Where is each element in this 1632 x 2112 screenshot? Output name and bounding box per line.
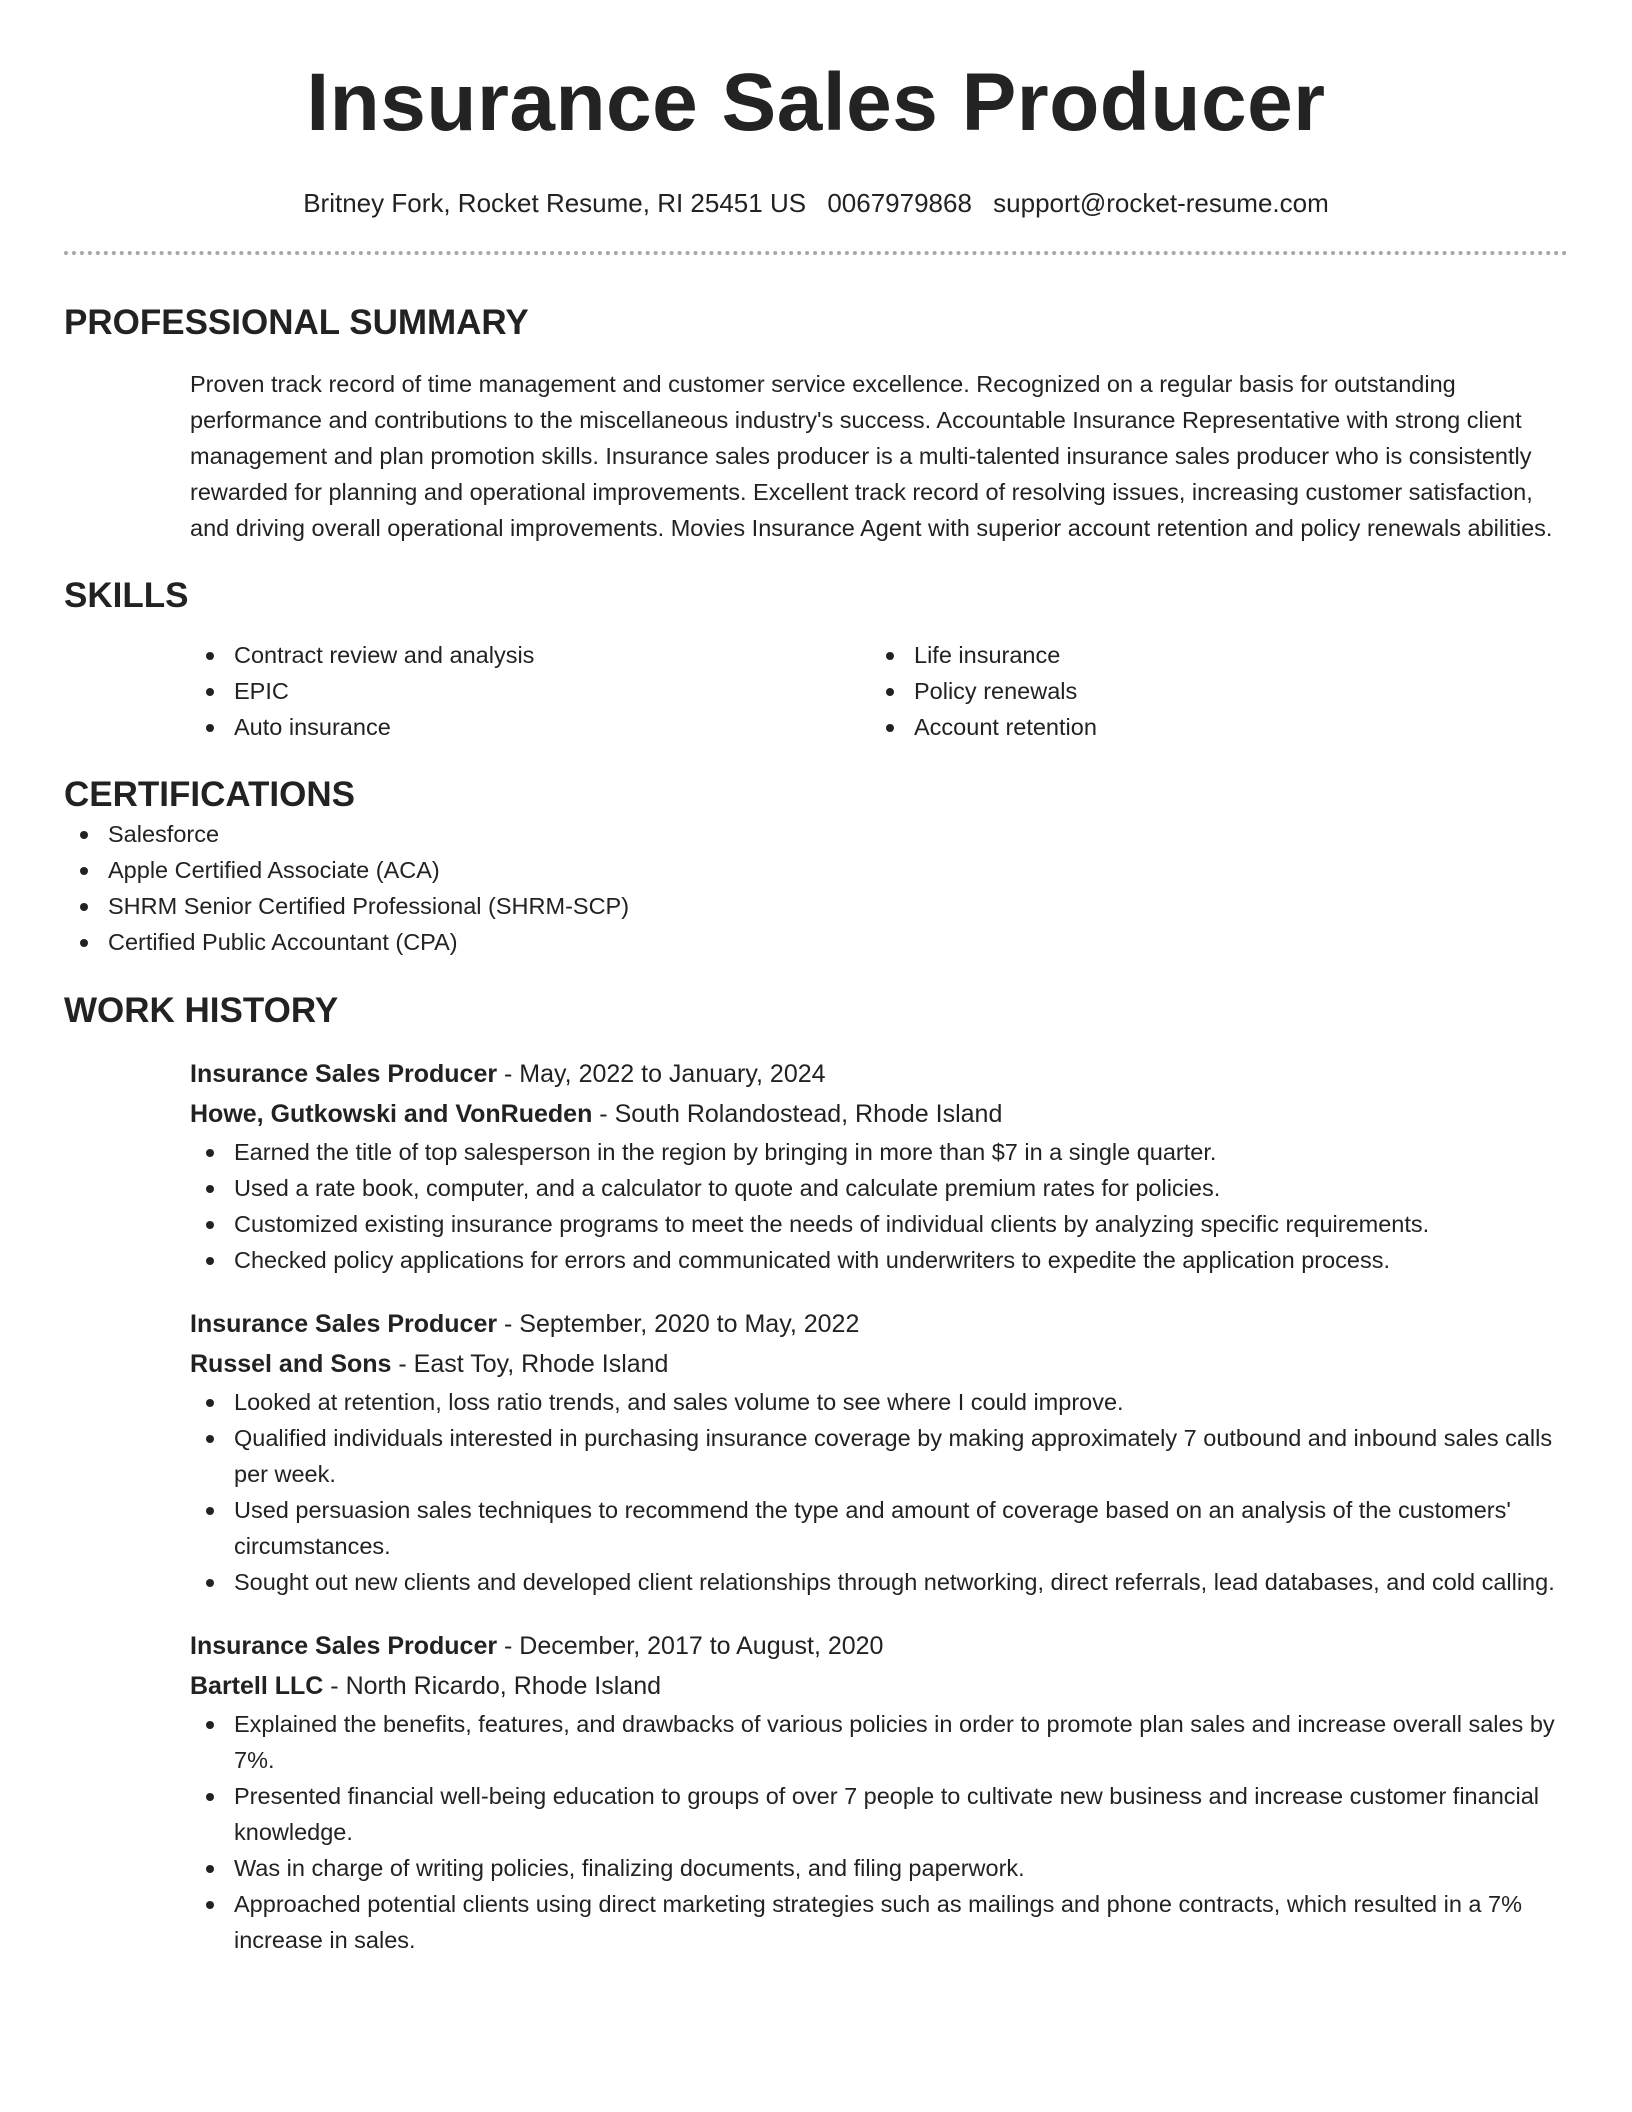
job-location: - North Ricardo, Rhode Island (323, 1672, 662, 1700)
skill-item: Contract review and analysis (190, 637, 870, 673)
job-bullet: Used a rate book, computer, and a calculator to quote and calculate premium rates for policies. (190, 1170, 1568, 1206)
certification-item: Apple Certified Associate (ACA) (64, 852, 1568, 888)
job-company-line (190, 1094, 1568, 1134)
job-title-line (190, 1304, 1568, 1344)
resume-title: Insurance Sales Producer (306, 57, 1326, 148)
job-entry (190, 1054, 1568, 1278)
skill-item: Account retention (870, 709, 1550, 745)
work-history-heading: WORK HISTORY (64, 991, 339, 1030)
summary-text: Proven track record of time management and customer service excellence. Recognized on a regular basis for outstanding performance and contributions to the miscellaneous industry's success. Accountable Insurance Representative with strong client management and plan promotion skills. Insurance sales producer is a multi-talented insurance sales producer who is consistently rewarded for planning and operational improvements. Excellent track record of resolving issues, increasing customer satisfaction, and driving overall operational improvements. Movies Insurance Agent with superior account retention and policy renewals abilities. (190, 371, 1553, 541)
job-bullet: Sought out new clients and developed client relationships through networking, direct referrals, lead databases, and cold calling. (190, 1564, 1568, 1600)
job-title: Insurance Sales Producer (190, 1310, 498, 1338)
job-title-line (190, 1626, 1568, 1666)
skills-section (64, 575, 1568, 745)
job-company: Russel and Sons (190, 1350, 392, 1378)
skill-item: EPIC (190, 673, 870, 709)
job-bullet: Earned the title of top salesperson in the region by bringing in more than $7 in a single quarter. (190, 1134, 1568, 1170)
job-bullet: Checked policy applications for errors and communicated with underwriters to expedite the application process. (190, 1242, 1568, 1278)
job-bullet: Approached potential clients using direct marketing strategies such as mailings and phone contracts, which resulted in a 7% increase in sales. (190, 1886, 1568, 1958)
certifications-list (64, 816, 1568, 960)
contact-address: Britney Fork, Rocket Resume, RI 25451 US (303, 188, 807, 218)
job-bullet: Used persuasion sales techniques to recommend the type and amount of coverage based on an analysis of the customers' circumstances. (190, 1492, 1568, 1564)
job-title: Insurance Sales Producer (190, 1632, 498, 1660)
skill-item: Life insurance (870, 637, 1550, 673)
job-dates: - December, 2017 to August, 2020 (497, 1632, 884, 1660)
certification-item: SHRM Senior Certified Professional (SHRM-SCP) (64, 888, 1568, 924)
skills-heading: SKILLS (64, 576, 189, 615)
job-entry (190, 1626, 1568, 1958)
skills-grid (190, 637, 1568, 745)
header-divider (64, 251, 1568, 255)
job-bullets (190, 1706, 1568, 1958)
contact-email: support@rocket-resume.com (993, 188, 1329, 218)
job-bullet: Was in charge of writing policies, finalizing documents, and filing paperwork. (190, 1850, 1568, 1886)
job-bullets (190, 1384, 1568, 1600)
job-dates: - May, 2022 to January, 2024 (497, 1060, 826, 1088)
job-bullet: Looked at retention, loss ratio trends, and sales volume to see where I could improve. (190, 1384, 1568, 1420)
work-history-section (64, 990, 1568, 1958)
skills-list-right (870, 637, 1550, 745)
job-title-line (190, 1054, 1568, 1094)
certifications-section (64, 774, 1568, 960)
job-title: Insurance Sales Producer (190, 1060, 498, 1088)
certification-item: Salesforce (64, 816, 1568, 852)
job-bullets (190, 1134, 1568, 1278)
job-location: - East Toy, Rhode Island (391, 1350, 669, 1378)
contact-line (64, 186, 1568, 220)
contact-phone: 0067979868 (827, 188, 972, 218)
job-dates: - September, 2020 to May, 2022 (497, 1310, 860, 1338)
job-bullet: Customized existing insurance programs to meet the needs of individual clients by analyzing specific requirements. (190, 1206, 1568, 1242)
job-bullet: Explained the benefits, features, and drawbacks of various policies in order to promote plan sales and increase overall sales by 7%. (190, 1706, 1568, 1778)
summary-heading: PROFESSIONAL SUMMARY (64, 303, 529, 342)
job-location: - South Rolandostead, Rhode Island (592, 1100, 1003, 1128)
job-bullet: Qualified individuals interested in purchasing insurance coverage by making approximately 7 outbound and inbound sales calls per week. (190, 1420, 1568, 1492)
certifications-heading: CERTIFICATIONS (64, 775, 356, 814)
skill-item: Policy renewals (870, 673, 1550, 709)
job-company: Howe, Gutkowski and VonRueden (190, 1100, 593, 1128)
job-entry (190, 1304, 1568, 1600)
job-bullet: Presented financial well-being education to groups of over 7 people to cultivate new business and increase customer financial knowledge. (190, 1778, 1568, 1850)
skills-list-left (190, 637, 870, 745)
job-company-line (190, 1344, 1568, 1384)
skill-item: Auto insurance (190, 709, 870, 745)
summary-section (64, 302, 1568, 546)
job-company: Bartell LLC (190, 1672, 324, 1700)
certification-item: Certified Public Accountant (CPA) (64, 924, 1568, 960)
job-company-line (190, 1666, 1568, 1706)
